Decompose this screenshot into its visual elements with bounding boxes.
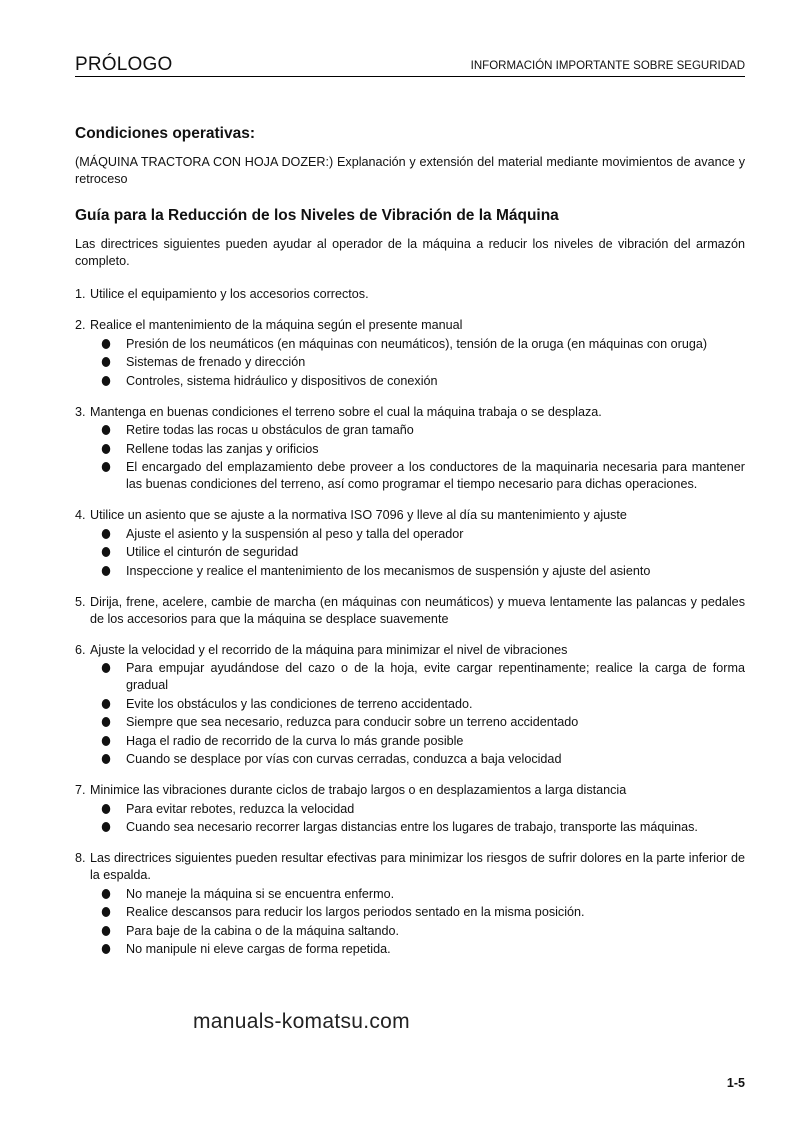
item-number: 4. bbox=[75, 508, 86, 522]
bullet-text: Rellene todas las zanjas y orificios bbox=[126, 441, 319, 456]
bullet-icon bbox=[102, 804, 111, 814]
bullet-icon bbox=[102, 357, 111, 367]
bullet-text: Inspeccione y realice el mantenimiento de los mecanismos de suspensión y ajuste del asiento bbox=[126, 563, 651, 578]
bullet-text: Realice descansos para reducir los largos periodos sentado en la misma posición. bbox=[126, 905, 585, 919]
bullet-item bbox=[97, 526, 745, 543]
bullet-text: El encargado del emplazamiento debe proveer a los conductores de la maquinaria necesaria para mantener las buenas condiciones del terreno, así como programar el tiempo necesario para dichas operaciones. bbox=[126, 460, 745, 491]
bullet-text: Para evitar rebotes, reduzca la velocidad bbox=[126, 801, 355, 816]
item-number: 6. bbox=[75, 642, 86, 657]
bullet-text: No manipule ni eleve cargas de forma repetida. bbox=[126, 942, 391, 956]
bullet-icon bbox=[102, 926, 111, 936]
list-item bbox=[75, 286, 745, 303]
bullet-text: Presión de los neumáticos (en máquinas con neumáticos), tensión de la oruga (en máquinas con oruga) bbox=[126, 336, 708, 351]
bullet-text: Ajuste el asiento y la suspensión al peso y talla del operador bbox=[126, 526, 464, 541]
item-number: 8. bbox=[75, 851, 86, 865]
list-item bbox=[75, 594, 745, 628]
bullet-list bbox=[75, 886, 745, 959]
item-number: 2. bbox=[75, 318, 86, 332]
bullet-icon bbox=[102, 425, 111, 435]
item-text: Minimice las vibraciones durante ciclos de trabajo largos o en desplazamientos a larga distancia bbox=[90, 783, 627, 797]
bullet-icon bbox=[102, 547, 111, 557]
watermark: manuals-komatsu.com bbox=[193, 1010, 410, 1033]
bullet-text: Controles, sistema hidráulico y dispositivos de conexión bbox=[126, 373, 438, 388]
bullet-icon bbox=[102, 376, 111, 386]
bullet-icon bbox=[102, 944, 111, 954]
bullet-icon bbox=[102, 736, 111, 746]
bullet-item bbox=[97, 441, 745, 458]
guide-list bbox=[75, 286, 745, 958]
item-number: 1. bbox=[75, 287, 86, 301]
bullet-text: Retire todas las rocas u obstáculos de gran tamaño bbox=[126, 423, 414, 437]
bullet-item bbox=[97, 696, 745, 713]
bullet-icon bbox=[102, 339, 111, 349]
item-text: Realice el mantenimiento de la máquina según el presente manual bbox=[90, 318, 463, 332]
bullet-item bbox=[97, 941, 745, 958]
item-number: 7. bbox=[75, 783, 86, 797]
list-item bbox=[75, 317, 745, 390]
list-item bbox=[75, 642, 745, 769]
bullet-text: Para empujar ayudándose del cazo o de la hoja, evite cargar repentinamente; realice la carga de forma gradual bbox=[126, 661, 745, 692]
vibration-guide-section bbox=[75, 206, 745, 958]
item-text: Las directrices siguientes pueden resultar efectivas para minimizar los riesgos de sufrir dolores en la parte inferior de la espalda. bbox=[90, 851, 745, 882]
bullet-item bbox=[97, 714, 745, 731]
bullet-item bbox=[97, 459, 745, 493]
bullet-item bbox=[97, 563, 745, 580]
bullet-list bbox=[75, 526, 745, 580]
bullet-text: Cuando sea necesario recorrer largas distancias entre los lugares de trabajo, transporte las máquinas. bbox=[126, 820, 698, 834]
bullet-item bbox=[97, 801, 745, 818]
bullet-text: Evite los obstáculos y las condiciones de terreno accidentado. bbox=[126, 696, 473, 711]
conditions-section bbox=[75, 124, 745, 188]
bullet-item bbox=[97, 904, 745, 921]
conditions-text: (MÁQUINA TRACTORA CON HOJA DOZER:) Explanación y extensión del material mediante movimientos de avance y retroceso bbox=[75, 155, 745, 186]
bullet-list bbox=[75, 336, 745, 390]
bullet-icon bbox=[102, 566, 111, 576]
bullet-icon bbox=[102, 889, 111, 899]
bullet-text: Utilice el cinturón de seguridad bbox=[126, 545, 299, 559]
item-number: 3. bbox=[75, 404, 86, 419]
page-content bbox=[75, 124, 745, 958]
bullet-text: Siempre que sea necesario, reduzca para conducir sobre un terreno accidentado bbox=[126, 715, 579, 729]
guide-intro: Las directrices siguientes pueden ayudar al operador de la máquina a reducir los niveles de vibración del armazón completo. bbox=[75, 237, 745, 268]
bullet-item bbox=[97, 544, 745, 561]
item-text: Ajuste la velocidad y el recorrido de la máquina para minimizar el nivel de vibraciones bbox=[90, 642, 568, 657]
bullet-icon bbox=[102, 462, 111, 472]
bullet-icon bbox=[102, 822, 111, 832]
item-number: 5. bbox=[75, 594, 86, 609]
bullet-list bbox=[75, 801, 745, 837]
bullet-item bbox=[97, 751, 745, 768]
bullet-item bbox=[97, 923, 745, 940]
header-divider bbox=[75, 76, 745, 77]
bullet-item bbox=[97, 422, 745, 439]
bullet-icon bbox=[102, 444, 111, 454]
bullet-text: No maneje la máquina si se encuentra enfermo. bbox=[126, 886, 395, 901]
section-topic: INFORMACIÓN IMPORTANTE SOBRE SEGURIDAD bbox=[470, 60, 745, 72]
bullet-text: Cuando se desplace por vías con curvas cerradas, conduzca a baja velocidad bbox=[126, 752, 562, 766]
list-item bbox=[75, 850, 745, 958]
bullet-icon bbox=[102, 663, 111, 673]
bullet-item bbox=[97, 886, 745, 903]
guide-title: Guía para la Reducción de los Niveles de Vibración de la Máquina bbox=[75, 207, 559, 224]
bullet-icon bbox=[102, 907, 111, 917]
bullet-list bbox=[75, 660, 745, 768]
list-item bbox=[75, 507, 745, 580]
bullet-item bbox=[97, 733, 745, 750]
bullet-item bbox=[97, 336, 745, 353]
conditions-title: Condiciones operativas: bbox=[75, 125, 256, 142]
bullet-icon bbox=[102, 529, 111, 539]
bullet-item bbox=[97, 373, 745, 390]
bullet-icon bbox=[102, 754, 111, 764]
item-text: Utilice el equipamiento y los accesorios correctos. bbox=[90, 287, 369, 301]
bullet-text: Sistemas de frenado y dirección bbox=[126, 355, 306, 369]
item-text: Mantenga en buenas condiciones el terreno sobre el cual la máquina trabaja o se desplaza. bbox=[90, 404, 602, 419]
bullet-item bbox=[97, 819, 745, 836]
list-item bbox=[75, 404, 745, 494]
bullet-item bbox=[97, 660, 745, 694]
bullet-icon bbox=[102, 717, 111, 727]
bullet-text: Para baje de la cabina o de la máquina saltando. bbox=[126, 923, 400, 938]
bullet-text: Haga el radio de recorrido de la curva lo más grande posible bbox=[126, 733, 464, 748]
bullet-list bbox=[75, 422, 745, 493]
list-item bbox=[75, 782, 745, 836]
bullet-icon bbox=[102, 699, 111, 709]
bullet-item bbox=[97, 354, 745, 371]
page-number: 1-5 bbox=[726, 1076, 745, 1090]
item-text: Utilice un asiento que se ajuste a la normativa ISO 7096 y lleve al día su mantenimiento y ajuste bbox=[90, 508, 627, 522]
section-title: PRÓLOGO bbox=[75, 54, 173, 75]
item-text: Dirija, frene, acelere, cambie de marcha (en máquinas con neumáticos) y mueva lentamente las palancas y pedales de los accesorios para que la máquina se desplace suavemente bbox=[90, 594, 745, 626]
